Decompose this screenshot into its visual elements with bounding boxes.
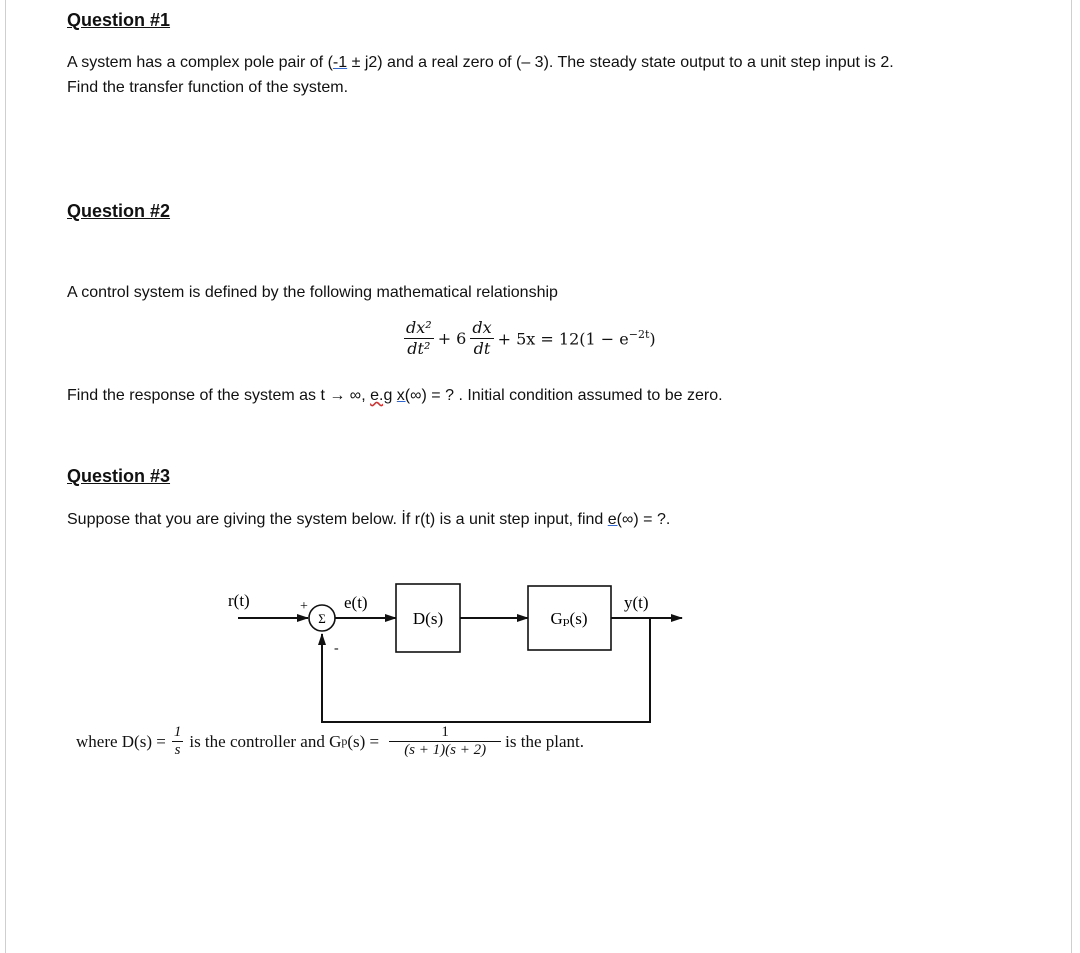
q1-pole-value: -1 — [332, 54, 348, 71]
r-label: r(t) — [228, 591, 250, 610]
question-2-intro: A control system is defined by the following mathematical relationship — [67, 284, 558, 301]
frac2-numerator: dx — [472, 318, 492, 337]
where-prefix: where D(s) = — [76, 731, 166, 751]
gp-fraction — [389, 724, 501, 759]
q3-text-b: ∞) = ?. — [621, 511, 671, 528]
page-right-edge — [1071, 0, 1072, 953]
e-label: e(t) — [344, 593, 368, 612]
q1-text-b: ± j2) and a real zero of (– 3). The steady state output to a unit step input is 2. — [347, 54, 894, 71]
gp-numerator: 1 — [389, 724, 501, 742]
d-numerator: 1 — [173, 724, 182, 740]
definitions-line — [76, 724, 584, 759]
d-fraction — [172, 724, 184, 759]
q2-x-inf: x( — [396, 387, 411, 404]
q3-e-inf: e( — [607, 511, 622, 528]
block-diagram — [0, 570, 1080, 740]
eq-plus-six: + 6 — [437, 329, 467, 348]
gp-subscript: p — [341, 734, 348, 748]
plus-sign: + — [300, 599, 308, 614]
question-2-heading: Question #2 — [67, 201, 171, 221]
frac1-denominator: dt² — [407, 339, 431, 358]
plant-label: Gₚ(s) — [550, 609, 588, 628]
eq-rhs-exponent: −2t — [628, 328, 650, 342]
q1-text-a: A system has a complex pole pair of ( — [67, 54, 333, 71]
q3-text-a: Suppose that you are giving the system below. İf r(t) is a unit step input, find — [67, 511, 608, 528]
q2-eg: e.g — [370, 387, 393, 404]
where-mid2: (s) = — [347, 731, 380, 751]
gp-denominator: (s + 1)(s + 2) — [404, 742, 487, 758]
minus-sign: - — [334, 641, 339, 656]
question-1-line-2: Find the transfer function of the system. — [67, 79, 349, 96]
frac1-numerator: dx² — [406, 318, 432, 337]
page-left-edge — [5, 0, 6, 953]
where-suffix: is the plant. — [505, 731, 584, 751]
q2-text-a: Find the response of the system as t → ∞, — [67, 387, 371, 404]
controller-label: D(s) — [412, 609, 444, 628]
eq-rhs-close: ) — [649, 329, 656, 349]
sigma-symbol: Σ — [318, 611, 326, 626]
eq-rhs — [498, 328, 656, 348]
question-2-find-line — [67, 383, 723, 408]
d-denominator: s — [174, 742, 181, 758]
frac2-denominator: dt — [473, 339, 491, 358]
y-label: y(t) — [624, 593, 649, 612]
question-1-heading: Question #1 — [67, 10, 171, 30]
eq-rhs-main: + 5x = 12(1 − e — [497, 329, 629, 349]
question-1-line-1 — [67, 50, 894, 75]
question-3-heading: Question #3 — [67, 466, 171, 486]
frac-d2x-dt2 — [404, 318, 434, 359]
question-3-line — [67, 507, 670, 532]
differential-equation — [404, 318, 656, 359]
where-mid: is the controller and G — [189, 731, 342, 751]
frac-dx-dt — [470, 318, 493, 359]
q2-text-b: ∞) = ? . Initial condition assumed to be zero. — [410, 387, 723, 404]
